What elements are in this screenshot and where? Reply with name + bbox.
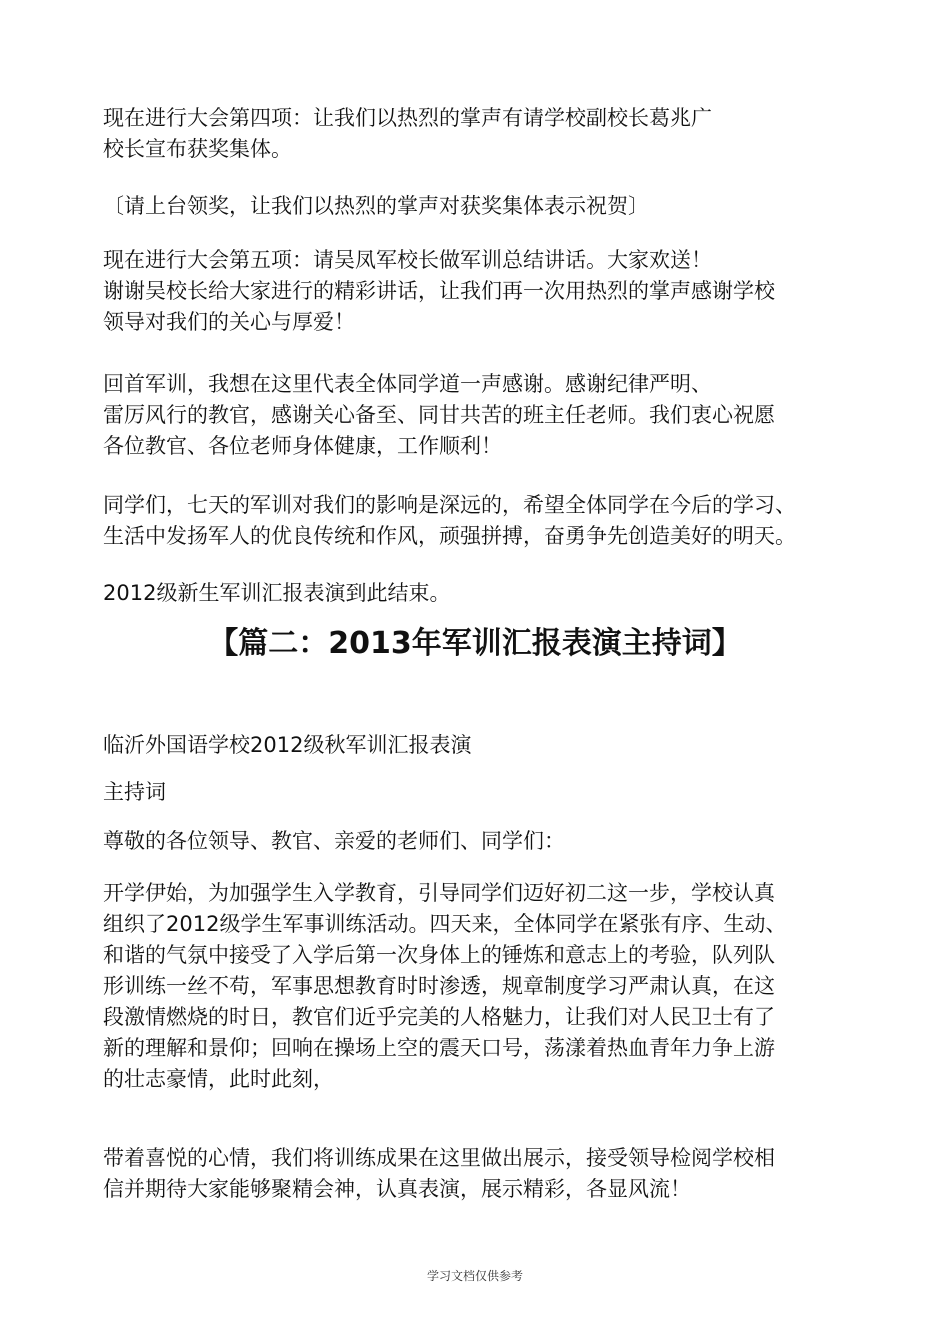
paragraph-host-script-label	[103, 777, 873, 808]
text-line: 信并期待大家能够聚精会神，认真表演，展示精彩，各显风流！	[103, 1177, 691, 1201]
text-line: 各位教官、各位老师身体健康，工作顺利！	[103, 434, 502, 458]
text-line: 现在进行大会第五项：请吴凤军校长做军训总结讲话。大家欢送！	[103, 248, 712, 272]
paragraph-event-title	[103, 730, 873, 761]
paragraph-greeting	[103, 826, 873, 857]
text-line: 临沂外国语学校2012级秋军训汇报表演	[103, 733, 472, 757]
section-heading: 【篇二：2013年军训汇报表演主持词】	[208, 626, 742, 661]
paragraph-award-note	[103, 191, 873, 222]
paragraph-closing-wishes	[103, 490, 873, 552]
text-line: 雷厉风行的教官，感谢关心备至、同甘共苦的班主任老师。我们衷心祝愿	[103, 403, 775, 427]
text-line: 领导对我们的关心与厚爱！	[103, 310, 355, 334]
text-line: 主持词	[103, 780, 166, 804]
paragraph-agenda-item-4	[103, 103, 873, 165]
text-line: 尊敬的各位领导、教官、亲爱的老师们、同学们：	[103, 829, 565, 853]
text-line: 新的理解和景仰；回响在操场上空的震天口号，荡漾着热血青年力争上游	[103, 1036, 775, 1060]
text-line: 的壮志豪情，此时此刻，	[103, 1067, 334, 1091]
paragraph-end-statement	[103, 578, 873, 609]
paragraph-performance-intro	[103, 1143, 873, 1205]
text-line: 生活中发扬军人的优良传统和作风，顽强拼搏，奋勇争先创造美好的明天。	[103, 524, 796, 548]
text-line: 现在进行大会第四项：让我们以热烈的掌声有请学校副校长葛兆广	[103, 106, 712, 130]
text-line: 形训练一丝不苟，军事思想教育时时渗透，规章制度学习严肃认真，在这	[103, 974, 775, 998]
text-line: 回首军训，我想在这里代表全体同学道一声感谢。感谢纪律严明、	[103, 372, 712, 396]
text-line: 组织了2012级学生军事训练活动。四天来，全体同学在紧张有序、生动、	[103, 912, 787, 936]
text-line: 2012级新生军训汇报表演到此结束。	[103, 581, 451, 605]
text-line: 谢谢吴校长给大家进行的精彩讲话，让我们再一次用热烈的掌声感谢学校	[103, 279, 775, 303]
page-footer: 学习文档仅供参考	[426, 1269, 523, 1283]
text-line: 开学伊始，为加强学生入学教育，引导同学们迈好初二这一步，学校认真	[103, 881, 775, 905]
text-line: 和谐的气氛中接受了入学后第一次身体上的锤炼和意志上的考验，队列队	[103, 943, 775, 967]
text-line: 〔请上台领奖，让我们以热烈的掌声对获奖集体表示祝贺〕	[103, 194, 649, 218]
text-line: 带着喜悦的心情，我们将训练成果在这里做出展示，接受领导检阅学校相	[103, 1146, 775, 1170]
text-line: 段激情燃烧的时日，教官们近乎完美的人格魅力，让我们对人民卫士有了	[103, 1005, 775, 1029]
paragraph-agenda-item-5	[103, 245, 873, 338]
text-line: 校长宣布获奖集体。	[103, 137, 292, 161]
text-line: 同学们，七天的军训对我们的影响是深远的，希望全体同学在今后的学习、	[103, 493, 796, 517]
paragraph-thanks	[103, 369, 873, 462]
paragraph-training-summary	[103, 878, 873, 1095]
